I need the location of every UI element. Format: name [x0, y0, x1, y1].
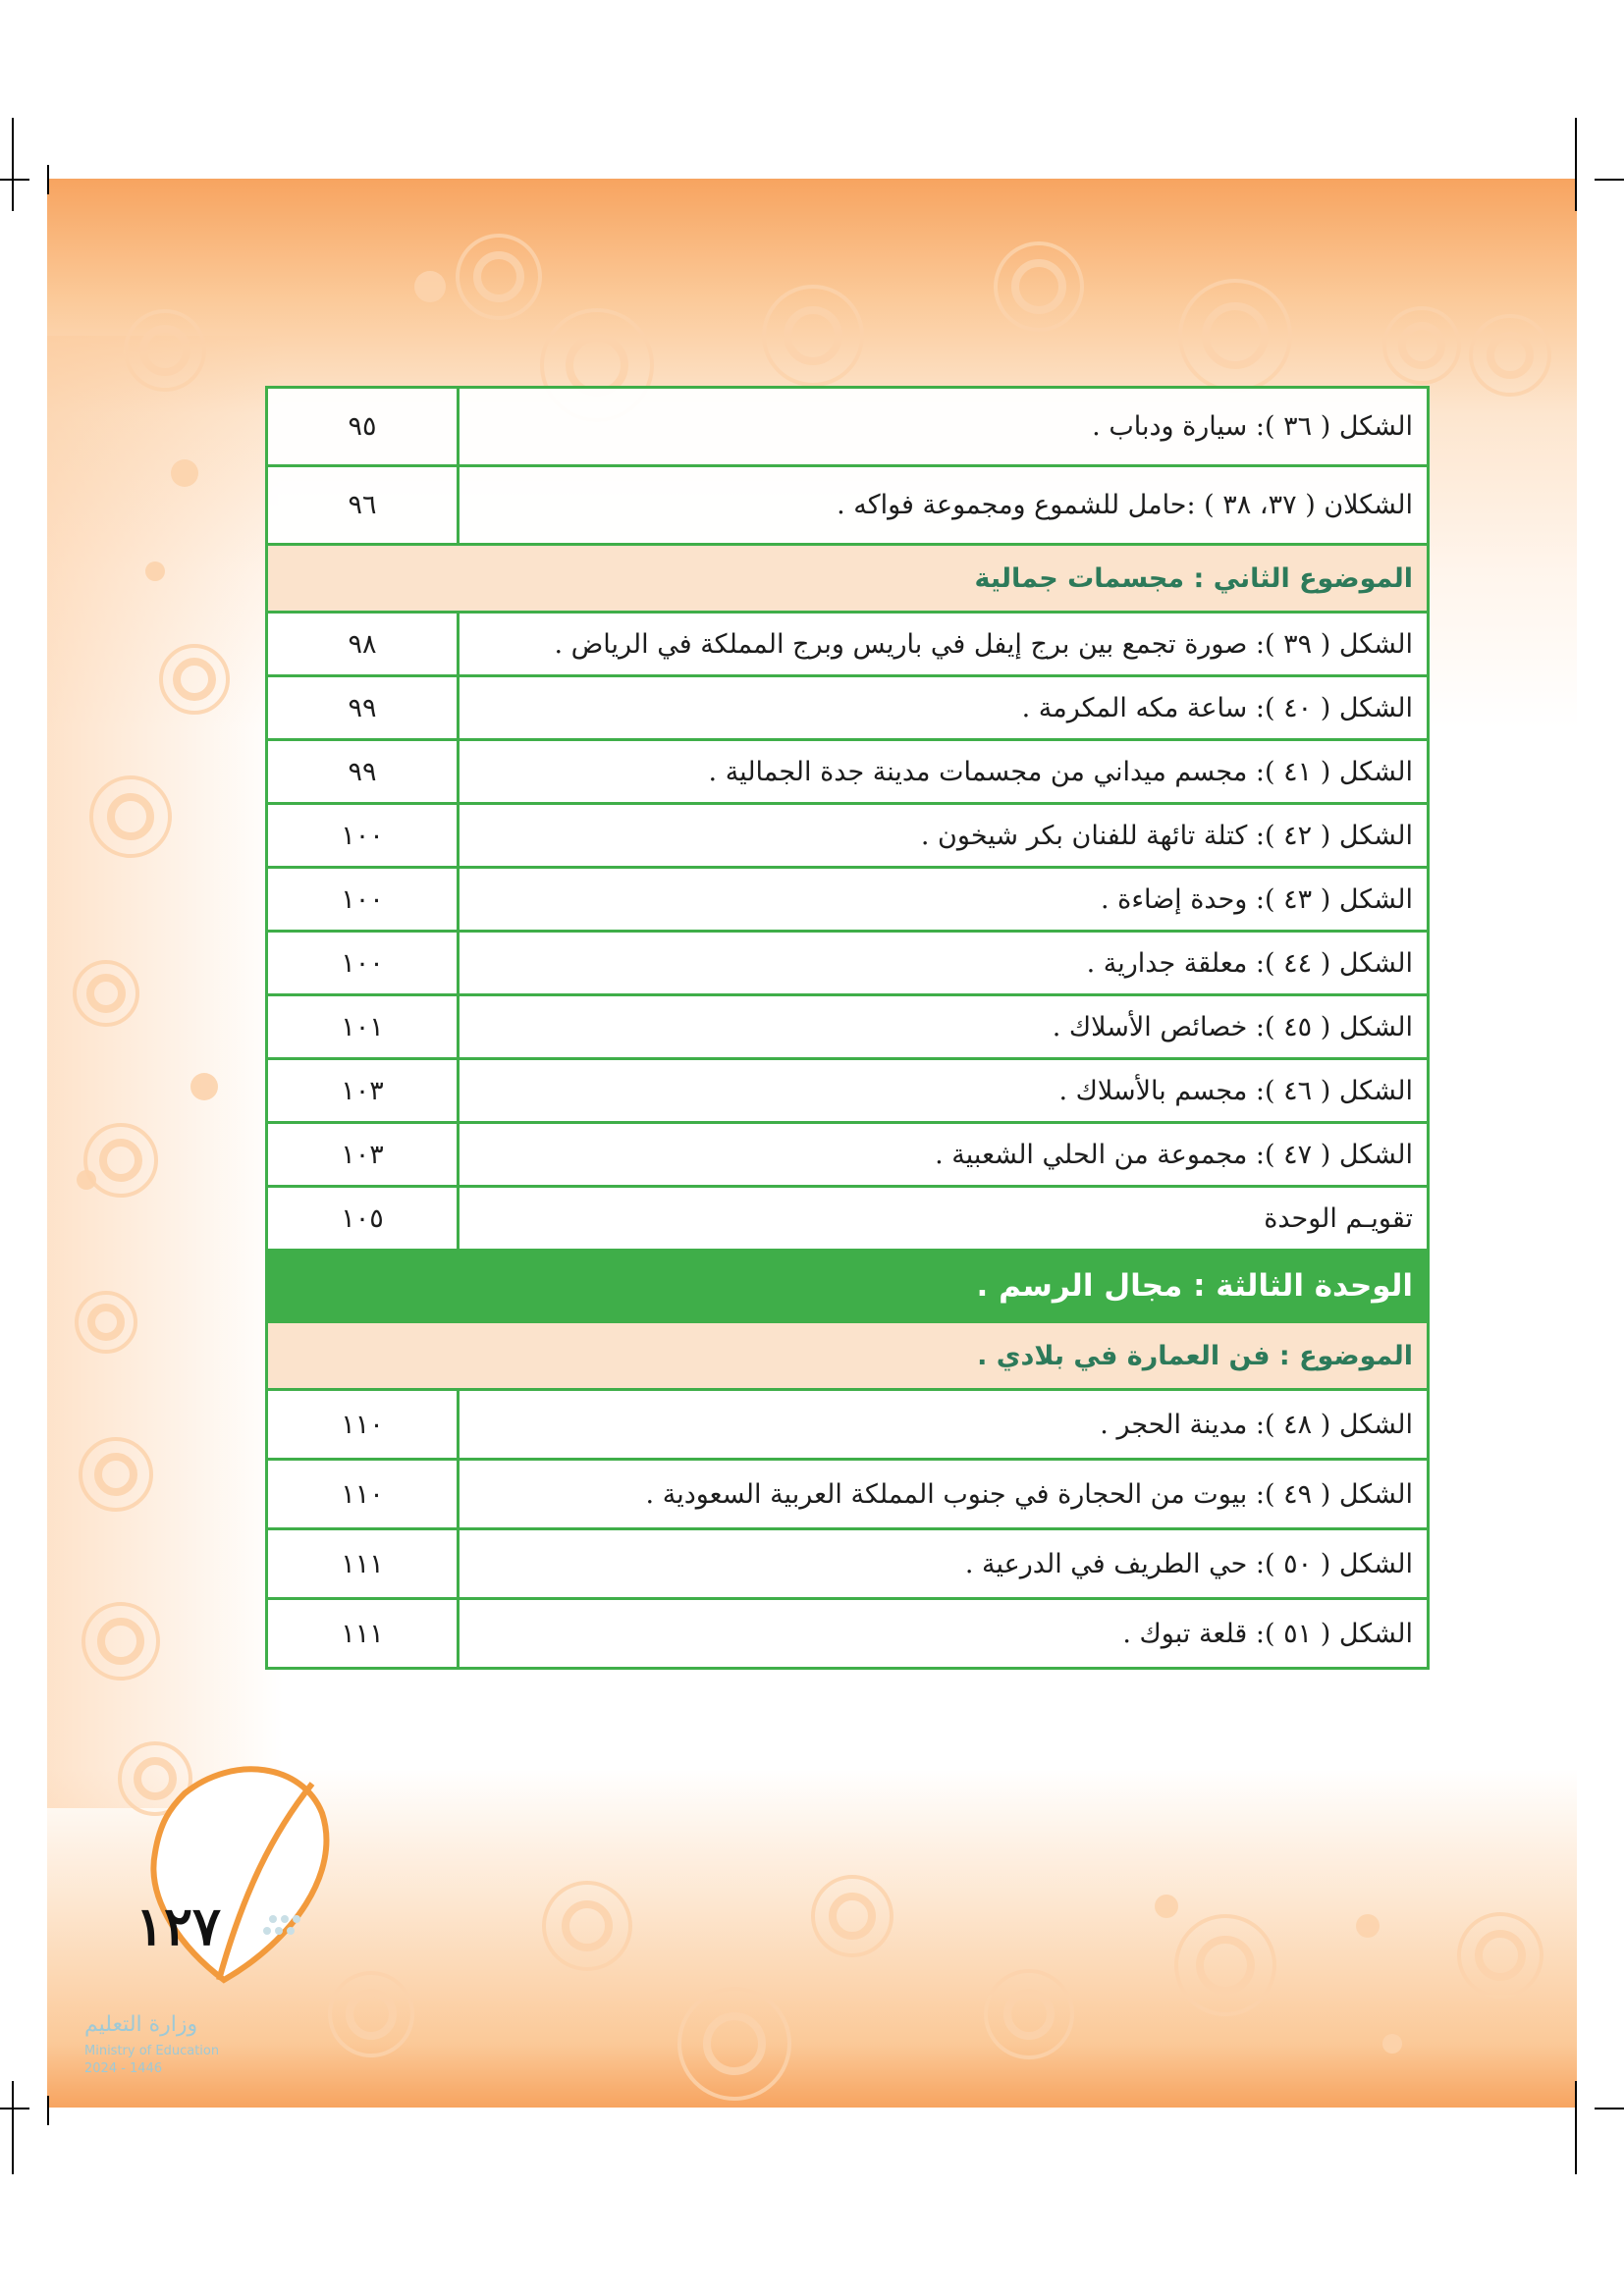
- topic-header-row: [267, 1322, 1429, 1390]
- figure-description: الشكل ( ٤٩ ): بيوت من الحجارة في جنوب المملكة العربية السعودية .: [459, 1460, 1429, 1529]
- table-row: [267, 1529, 1429, 1599]
- crop-mark: [1575, 118, 1577, 211]
- page-ref: ١٠٠: [267, 868, 459, 932]
- unit-title: الوحدة الثالثة : مجال الرسم .: [267, 1251, 1429, 1322]
- figure-description: الشكل ( ٤٣ ): وحدة إضاءة .: [459, 868, 1429, 932]
- crop-mark: [12, 2081, 14, 2174]
- crop-mark: [1575, 2081, 1577, 2174]
- leaf-logo-icon: [126, 1754, 361, 2009]
- topic-title: الموضوع : فن العمارة في بلادي .: [267, 1322, 1429, 1390]
- page-ref: ٩٩: [267, 676, 459, 740]
- figure-description: الشكل ( ٤٦ ): مجسم بالأسلاك .: [459, 1059, 1429, 1123]
- page-ref: ٩٨: [267, 613, 459, 676]
- table-row: [267, 740, 1429, 804]
- table-row: [267, 1123, 1429, 1187]
- page-ref: ١٠٥: [267, 1187, 459, 1251]
- figure-description: الشكل ( ٤١ ): مجسم ميداني من مجسمات مدينة جدة الجمالية .: [459, 740, 1429, 804]
- figure-description: الشكل ( ٥١ ): قلعة تبوك .: [459, 1599, 1429, 1669]
- page-ref: ٩٩: [267, 740, 459, 804]
- table-row: [267, 388, 1429, 466]
- page-number: ١٢٧: [135, 1895, 222, 1957]
- crop-mark: [47, 165, 49, 194]
- page-ref: ١١٠: [267, 1460, 459, 1529]
- page-ref: ١١١: [267, 1599, 459, 1669]
- figure-description: الشكل ( ٣٦ ): سيارة ودباب .: [459, 388, 1429, 466]
- crop-mark: [0, 179, 29, 181]
- table-row: [267, 995, 1429, 1059]
- ministry-watermark-year: 2024 - 1446: [84, 2061, 163, 2076]
- page-ref: ١٠٣: [267, 1059, 459, 1123]
- unit-evaluation: تقويـم الوحدة: [459, 1187, 1429, 1251]
- figure-description: الشكل ( ٥٠ ): حي الطريف في الدرعية .: [459, 1529, 1429, 1599]
- unit-header-row: [267, 1251, 1429, 1322]
- crop-mark: [1595, 2108, 1624, 2109]
- table-row: [267, 1390, 1429, 1460]
- page-ref: ٩٥: [267, 388, 459, 466]
- table-row: [267, 1187, 1429, 1251]
- crop-mark: [12, 118, 14, 211]
- figures-index-table: [265, 386, 1430, 1670]
- topic-header-row: [267, 545, 1429, 613]
- table-row: [267, 1059, 1429, 1123]
- page-ref: ١١١: [267, 1529, 459, 1599]
- crop-mark: [0, 2108, 29, 2109]
- page-ref: ٩٦: [267, 466, 459, 545]
- page-ref: ١٠٣: [267, 1123, 459, 1187]
- crop-mark: [47, 2096, 49, 2125]
- figure-description: الشكل ( ٤٧ ): مجموعة من الحلي الشعبية .: [459, 1123, 1429, 1187]
- figure-description: الشكل ( ٤٢ ): كتلة تائهة للفنان بكر شيخون .: [459, 804, 1429, 868]
- table-row: [267, 613, 1429, 676]
- ministry-watermark-english: Ministry of Education: [84, 2044, 220, 2058]
- topic-title: الموضوع الثاني : مجسمات جمالية: [267, 545, 1429, 613]
- page-ref: ١٠١: [267, 995, 459, 1059]
- table-row: [267, 1599, 1429, 1669]
- ministry-watermark-arabic: وزارة التعليم: [84, 2012, 198, 2037]
- page-ref: ١٠٠: [267, 932, 459, 995]
- page-ref: ١١٠: [267, 1390, 459, 1460]
- table-row: [267, 466, 1429, 545]
- figure-description: الشكل ( ٤٥ ): خصائص الأسلاك .: [459, 995, 1429, 1059]
- table-row: [267, 932, 1429, 995]
- figure-description: الشكلان ( ٣٧، ٣٨ ) :حامل للشموع ومجموعة فواكه .: [459, 466, 1429, 545]
- table-row: [267, 868, 1429, 932]
- page-ref: ١٠٠: [267, 804, 459, 868]
- figure-description: الشكل ( ٣٩ ): صورة تجمع بين برج إيفل في باريس وبرج المملكة في الرياض .: [459, 613, 1429, 676]
- table-row: [267, 676, 1429, 740]
- figure-description: الشكل ( ٤٠ ): ساعة مكه المكرمة .: [459, 676, 1429, 740]
- table-row: [267, 804, 1429, 868]
- figure-description: الشكل ( ٤٤ ): معلقة جدارية .: [459, 932, 1429, 995]
- crop-mark: [1595, 179, 1624, 181]
- table-row: [267, 1460, 1429, 1529]
- figure-description: الشكل ( ٤٨ ): مدينة الحجر .: [459, 1390, 1429, 1460]
